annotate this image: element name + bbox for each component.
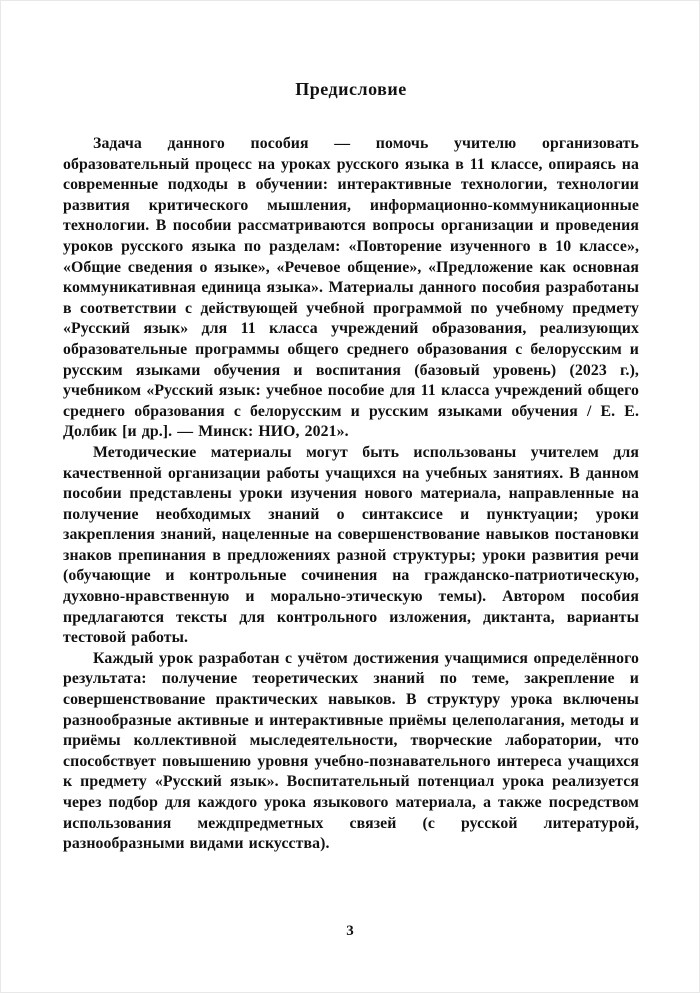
paragraph: Каждый урок разработан с учётом достижения учащимися определённого результата: получение теоретических знаний по теме, закрепление и совершенствование практических навыков. В структуру урока включены разнообразные активные и интерактивные приёмы целеполагания, методы и приёмы коллективной мыследеятельности, творческие лаборатории, что способствует повышению уровня учебно-познавательного интереса учащихся к предмету «Русский язык». Воспитательный потенциал урока реализуется через подбор для каждого урока языкового материала, а также посредством использования междпредметных связей (с русской литературой, разнообразными видами искусства).: [63, 649, 639, 853]
page-title: Предисловие: [295, 79, 407, 99]
text-block: [1, 1, 699, 855]
paragraph: Задача данного пособия — помочь учителю организовать образовательный процесс на уроках русского языка в 11 классе, опираясь на современные подходы в обучении: интерактивные технологии, технологии развития критического мышления, информационно-коммуникационные технологии. В пособии рассматриваются вопросы организации и проведения уроков русского языка по разделам: «Повторение изученного в 10 классе», «Общие сведения о языке», «Речевое общение», «Предложение как основная коммуникативная единица языка». Материалы данного пособия разработаны в соответствии с действующей учебной программой по учебному предмету «Русский язык» для 11 класса учреждений образования, реализующих образовательные программы общего среднего образования с белорусским и русским языками обучения и воспитания (базовый уровень) (2023 г.), учебником «Русский язык: учебное пособие для 11 класса учреждений общего среднего образования с белорусским и русским языками обучения / Е. Е. Долбик [и др.]. — Минск: НИО, 2021».: [63, 135, 639, 441]
paragraph: Методические материалы могут быть использованы учителем для качественной организации работы учащихся на учебных занятиях. В данном пособии представлены уроки изучения нового материала, направленные на получение необходимых знаний о синтаксисе и пунктуации; уроки закрепления знаний, нацеленные на совершенствование навыков постановки знаков препинания в предложениях разной структуры; уроки развития речи (обучающие и контрольные сочинения на гражданско-патриотическую, духовно-нравственную и морально-этическую темы). Автором пособия предлагаются тексты для контрольного изложения, диктанта, варианты тестовой работы.: [63, 443, 639, 647]
page-number: 3: [346, 923, 354, 939]
